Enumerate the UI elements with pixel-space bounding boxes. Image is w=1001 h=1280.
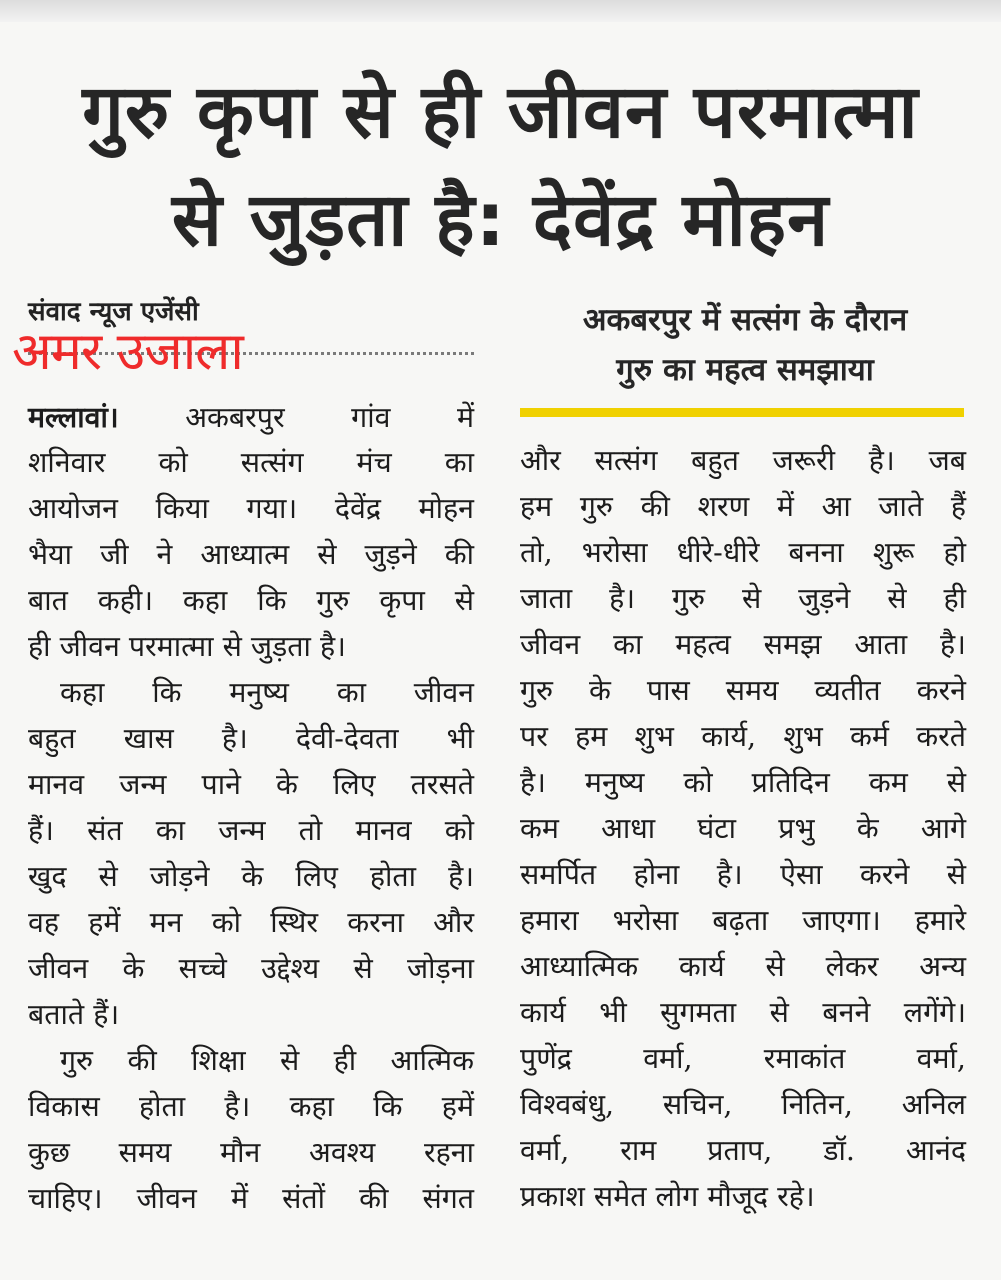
subheadline-line-2: गुरु का महत्व समझाया: [616, 352, 874, 388]
column-line: खुद से जोड़ने के लिए होता है।: [28, 860, 474, 893]
column-line: कम आधा घंटा प्रभु के आगे: [520, 812, 966, 845]
column-line: भैया जी ने आध्यात्म से जुड़ने की: [28, 538, 474, 571]
subheadline: [510, 295, 980, 395]
column-line: कहा कि मनुष्य का जीवन: [60, 676, 474, 709]
column-line: ही जीवन परमात्मा से जुड़ता है।: [28, 630, 346, 663]
column-line: हैं। संत का जन्म तो मानव को: [28, 814, 474, 847]
column-line: और सत्संग बहुत जरूरी है। जब: [520, 444, 966, 477]
news-agency-credit: संवाद न्यूज एजेंसी: [28, 297, 199, 327]
column-line: समर्पित होना है। ऐसा करने से: [520, 858, 966, 891]
column-line: मल्लावां। अकबरपुर गांव में: [28, 400, 475, 434]
column-line: हम गुरु की शरण में आ जाते हैं: [520, 490, 966, 523]
article-column-right: [520, 438, 966, 1220]
headline-line-2: से जुड़ता है: देवेंद्र मोहन: [171, 177, 830, 263]
column-line: पर हम शुभ कार्य, शुभ कर्म करते: [520, 720, 966, 753]
column-line: कार्य भी सुगमता से बनने लगेंगे।: [520, 996, 966, 1029]
headline-line-1: गुरु कृपा से ही जीवन परमात्मा: [82, 69, 919, 155]
newspaper-brand-overlay: अमर उजाला: [12, 322, 243, 382]
column-line: चाहिए। जीवन में संतों की संगत: [28, 1182, 474, 1215]
column-line: शनिवार को सत्संग मंच का: [28, 446, 474, 479]
column-line: कुछ समय मौन अवश्य रहना: [28, 1136, 474, 1169]
column-line: विकास होता है। कहा कि हमें: [28, 1090, 474, 1123]
column-line: बताते हैं।: [28, 998, 120, 1031]
clipping-top-edge: [0, 0, 1001, 22]
column-line: बात कही। कहा कि गुरु कृपा से: [28, 584, 474, 617]
subheadline-accent-bar: [520, 408, 964, 417]
subheadline-line-1: अकबरपुर में सत्संग के दौरान: [582, 302, 908, 338]
dateline: मल्लावां।: [28, 400, 119, 434]
column-line: हमारा भरोसा बढ़ता जाएगा। हमारे: [520, 904, 966, 937]
column-line: मानव जन्म पाने के लिए तरसते: [28, 768, 474, 801]
column-line: आयोजन किया गया। देवेंद्र मोहन: [28, 492, 474, 525]
article-column-left: [28, 394, 474, 1222]
column-line: गुरु के पास समय व्यतीत करने: [520, 674, 966, 707]
column-line: जाता है। गुरु से जुड़ने से ही: [520, 582, 966, 615]
column-line: प्रकाश समेत लोग मौजूद रहे।: [520, 1180, 815, 1213]
headline: [0, 58, 1001, 274]
column-line: पुणेंद्र वर्मा, रमाकांत वर्मा,: [520, 1042, 966, 1075]
column-line: जीवन का महत्व समझ आता है।: [520, 628, 966, 661]
column-line: है। मनुष्य को प्रतिदिन कम से: [520, 766, 966, 799]
column-line: विश्वबंधु, सचिन, नितिन, अनिल: [520, 1088, 966, 1121]
column-line: तो, भरोसा धीरे-धीरे बनना शुरू हो: [520, 536, 966, 569]
column-line: वर्मा, राम प्रताप, डॉ. आनंद: [520, 1134, 966, 1167]
column-line: बहुत खास है। देवी-देवता भी: [28, 722, 474, 755]
column-line: आध्यात्मिक कार्य से लेकर अन्य: [520, 950, 966, 983]
column-line: गुरु की शिक्षा से ही आत्मिक: [60, 1044, 474, 1077]
column-line: वह हमें मन को स्थिर करना और: [28, 906, 474, 939]
column-line: जीवन के सच्चे उद्देश्य से जोड़ना: [28, 952, 474, 985]
